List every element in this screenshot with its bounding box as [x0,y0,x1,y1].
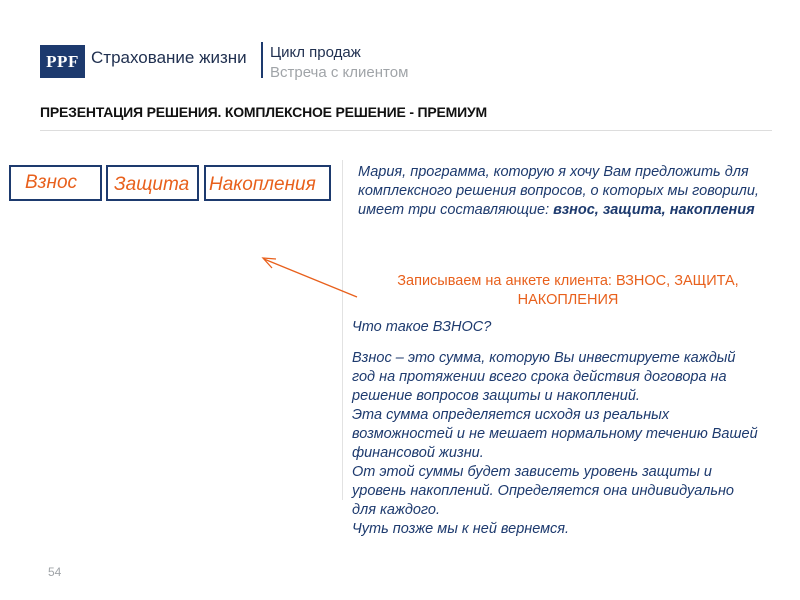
box-contribution-label: Взнос [25,172,78,193]
question-text: Что такое ВЗНОС? [352,319,492,335]
answer-line: для каждого. [352,502,441,518]
section-title: Цикл продаж [270,44,361,61]
answer-line: решение вопросов защиты и накоплений. [352,388,640,404]
record-note-line2: НАКОПЛЕНИЯ [517,292,619,308]
brand-name: Страхование жизни [91,48,247,67]
answer-line: год на протяжении всего срока действия договора на [352,369,727,385]
answer-line: Взнос – это сумма, которую Вы инвестируете каждый [352,350,736,366]
answer-line: финансовой жизни. [352,445,484,461]
intro-text-main: Мария, программа, которую я хочу Вам предложить для комплексного решения вопросов, о которых мы говорили, имеет три составляющие: [358,164,759,218]
ppf-logo: PPF [40,45,85,78]
answer-line: Эта сумма определяется исходя из реальных [352,407,670,423]
box-savings-label: Накопления [209,174,316,195]
record-note-line1: Записываем на анкете клиента: ВЗНОС, ЗАЩИТА, [397,273,739,289]
answer-text [352,349,758,539]
subsection-title: Встреча с клиентом [270,64,409,81]
answer-line: От этой суммы будет зависеть уровень защиты и [352,464,712,480]
page-number: 54 [48,565,62,579]
record-note [360,272,776,310]
answer-line: уровень накоплений. Определяется она индивидуально [352,483,734,499]
answer-line: Чуть позже мы к ней вернемся. [352,521,569,537]
intro-text-bold: взнос, защита, накопления [553,202,755,218]
answer-line: возможностей и не мешает нормальному течению Вашей [352,426,758,442]
intro-text [358,163,783,220]
box-protection-label: Защита [114,174,190,195]
slide-title: ПРЕЗЕНТАЦИЯ РЕШЕНИЯ. КОМПЛЕКСНОЕ РЕШЕНИЕ - ПРЕМИУМ [40,104,487,120]
